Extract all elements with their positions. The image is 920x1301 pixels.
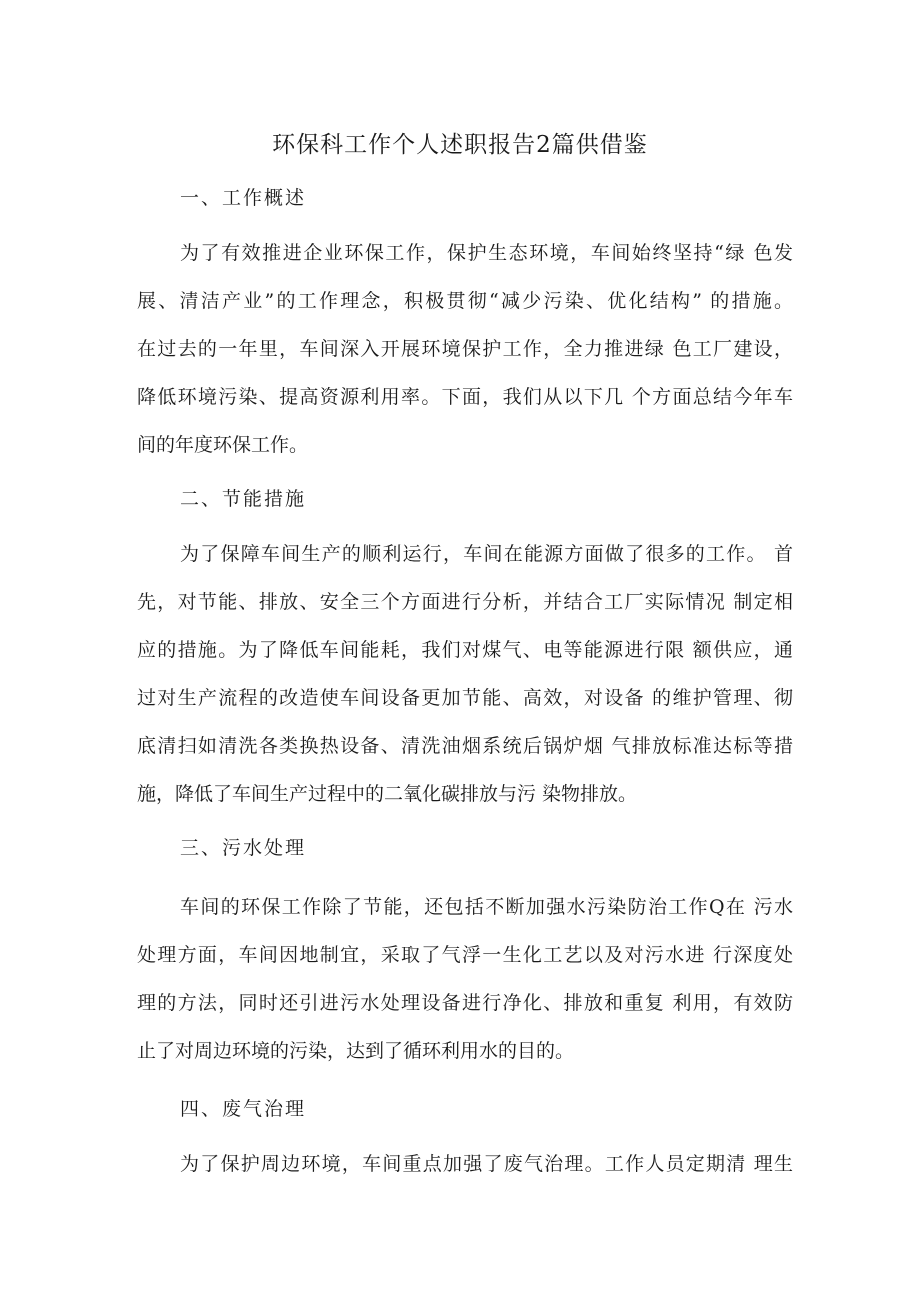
- section-heading-3: 三、污水处理: [180, 837, 307, 859]
- paragraph-line: 在过去的一年里，车间深入开展环境保护工作，全力推进绿 色工厂建设，: [137, 338, 793, 360]
- section-2-paragraph: [137, 530, 793, 818]
- paragraph-line: 先，对节能、排放、安全三个方面进行分析，并结合工厂实际情况 制定相: [137, 591, 793, 613]
- paragraph-line: 止了对周边环境的污染，达到了循环利用水的目的。: [137, 1040, 575, 1062]
- paragraph-line: 理的方法，同时还引进污水处理设备进行净化、排放和重复 利用，有效防: [137, 992, 793, 1014]
- section-heading-1: 一、工作概述: [180, 187, 307, 209]
- paragraph-line: 过对生产流程的改造使车间设备更加节能、高效，对设备 的维护管理、彻: [137, 687, 793, 709]
- section-1-paragraph: [137, 229, 793, 469]
- document-title: 环保科工作个人述职报告2篇供借鉴: [272, 132, 648, 158]
- paragraph-line: 为了保障车间生产的顺利运行，车间在能源方面做了很多的工作。 首: [180, 543, 793, 565]
- paragraph-line: 为了保护周边环境，车间重点加强了废气治理。工作人员定期清 理生: [180, 1153, 793, 1175]
- paragraph-line: 车间的环保工作除了节能，还包括不断加强水污染防治工作Q在 污水: [180, 896, 793, 918]
- paragraph-line: 为了有效推进企业环保工作，保护生态环境，车间始终坚持“绿 色发: [180, 242, 793, 264]
- paragraph-line: 应的措施。为了降低车间能耗，我们对煤气、电等能源进行限 额供应，通: [137, 639, 793, 661]
- section-4-paragraph: [137, 1140, 793, 1188]
- paragraph-line: 间的年度环保工作。: [137, 434, 309, 456]
- section-heading-4: 四、废气治理: [180, 1098, 307, 1120]
- section-3-paragraph: [137, 883, 793, 1075]
- paragraph-line: 施，降低了车间生产过程中的二氧化碳排放与污 染物排放。: [137, 783, 638, 805]
- paragraph-line: 展、清洁产业”的工作理念，积极贯彻“减少污染、优化结构” 的措施。: [137, 290, 793, 312]
- paragraph-line: 降低环境污染、提高资源利用率。下面，我们从以下几 个方面总结今年车: [137, 386, 793, 408]
- section-heading-2: 二、节能措施: [180, 488, 307, 510]
- paragraph-line: 处理方面，车间因地制宜，采取了气浮一生化工艺以及对污水进 行深度处: [137, 944, 793, 966]
- paragraph-line: 底清扫如清洗各类换热设备、清洗油烟系统后锅炉烟 气排放标准达标等措: [137, 735, 793, 757]
